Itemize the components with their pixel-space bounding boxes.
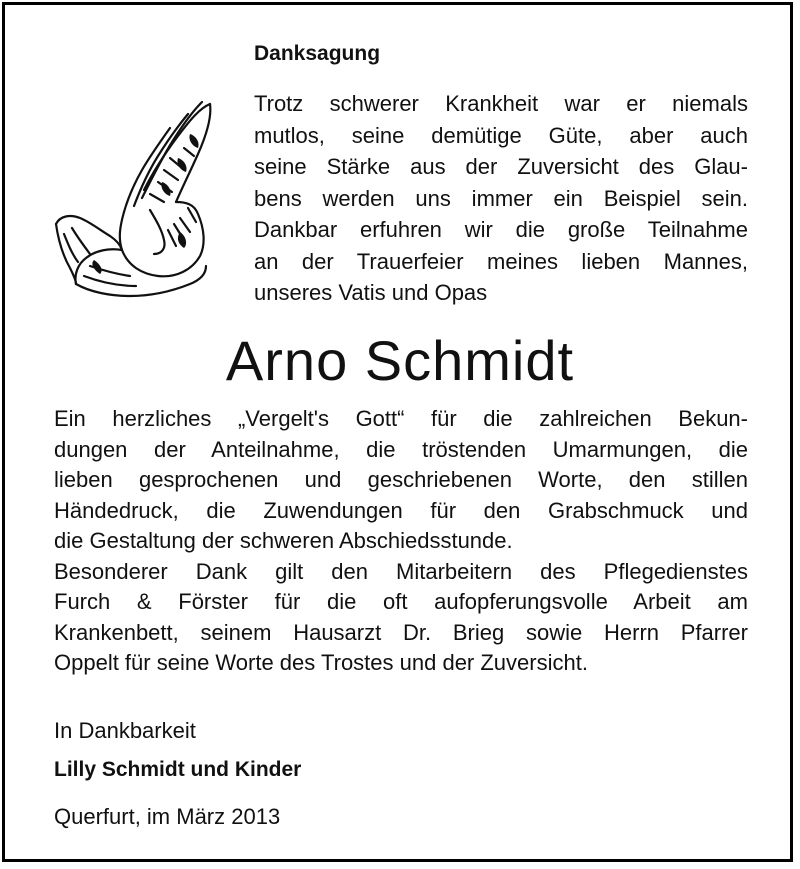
praying-hands-icon <box>50 98 215 300</box>
body-line: Ein herzliches „Vergelt's Gott“ für die zahlreichen Bekun- <box>54 406 748 431</box>
deceased-name: Arno Schmidt <box>225 329 575 392</box>
intro-line: Dankbar erfuhren wir die große Teilnahme <box>254 217 748 242</box>
body-line: Krankenbett, seinem Hausarzt Dr. Brieg sowie Herrn Pfarrer <box>54 619 748 645</box>
notice-heading: Danksagung <box>254 42 381 65</box>
body-line: Händedruck, die Zuwendungen für den Grabschmuck und <box>54 497 748 523</box>
body-line: Besonderer Dank gilt den Mitarbeitern des Pflegedienstes <box>54 558 748 584</box>
intro-line: an der Trauerfeier meines lieben Mannes, <box>254 248 748 274</box>
body-line: Furch & Förster für die oft aufopferungsvolle Arbeit am <box>54 589 748 614</box>
body-line: lieben gesprochenen und geschriebenen Worte, den stillen <box>54 467 748 492</box>
intro-line: seine Stärke aus der Zuversicht des Glau- <box>254 154 748 179</box>
intro-line: unseres Vatis und Opas <box>254 280 488 305</box>
intro-line: mutlos, seine demütige Güte, aber auch <box>254 122 748 148</box>
intro-line: Trotz schwerer Krankheit war er niemals <box>254 91 748 116</box>
place-date: Querfurt, im März 2013 <box>54 804 281 829</box>
intro-paragraph <box>254 88 748 309</box>
thanks-paragraph <box>54 404 748 679</box>
body-line: die Gestaltung der schweren Abschiedsstunde. <box>54 528 513 553</box>
body-line: dungen der Anteilnahme, die tröstenden Umarmungen, die <box>54 436 748 462</box>
closing-line: In Dankbarkeit <box>54 718 196 743</box>
signature: Lilly Schmidt und Kinder <box>54 758 302 781</box>
body-line: Oppelt für seine Worte des Trostes und der Zuversicht. <box>54 650 588 675</box>
intro-line: bens werden uns immer ein Beispiel sein. <box>254 185 748 211</box>
